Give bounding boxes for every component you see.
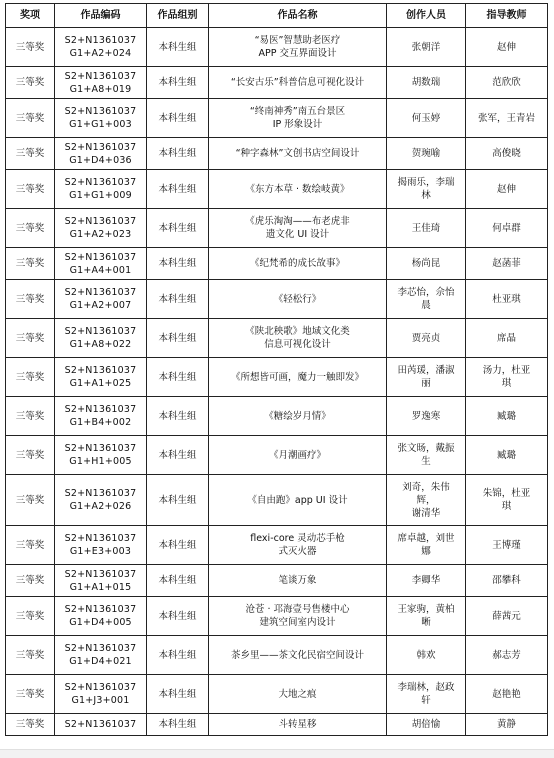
table-row [6,170,548,209]
cell-group: 本科生组 [147,636,209,675]
cell-code: S2+N1361037 G1+A1+025 [55,358,147,397]
cell-award: 三等奖 [6,248,55,280]
cell-advisor: 臧璐 [466,397,548,436]
cell-code: S2+N1361037 G1+B4+002 [55,397,147,436]
table-row [6,67,548,99]
cell-group: 本科生组 [147,475,209,526]
table-row [6,358,548,397]
cell-creators: 何玉婷 [387,99,466,138]
table-row [6,714,548,736]
cell-code: S2+N1361037 G1+A8+019 [55,67,147,99]
cell-creators: 李卿华 [387,565,466,597]
cell-creators: 席卓越，刘世 娜 [387,526,466,565]
cell-award: 三等奖 [6,358,55,397]
cell-name: flexi-core 灵动芯手枪 式灭火器 [209,526,387,565]
cell-code: S2+N1361037 G1+D4+036 [55,138,147,170]
table-row [6,209,548,248]
cell-advisor: 杜亚琪 [466,280,548,319]
cell-name: 茶乡里——茶文化民宿空间设计 [209,636,387,675]
cell-advisor: 赵伸 [466,28,548,67]
cell-group: 本科生组 [147,526,209,565]
cell-award: 三等奖 [6,28,55,67]
cell-award: 三等奖 [6,636,55,675]
cell-code: S2+N1361037 G1+A2+023 [55,209,147,248]
cell-advisor: 席晶 [466,319,548,358]
cell-award: 三等奖 [6,138,55,170]
awards-sheet [5,3,547,736]
table-row [6,565,548,597]
header-name: 作品名称 [209,4,387,28]
cell-name: 《所想皆可画，魔力一触即发》 [209,358,387,397]
cell-award: 三等奖 [6,67,55,99]
cell-group: 本科生组 [147,597,209,636]
table-row [6,636,548,675]
cell-creators: 韩欢 [387,636,466,675]
cell-advisor: 王博瑾 [466,526,548,565]
cell-code: S2+N1361037 G1+A8+022 [55,319,147,358]
cell-advisor: 范欣欣 [466,67,548,99]
cell-creators: 胡数瑞 [387,67,466,99]
cell-code: S2+N1361037 G1+A4+001 [55,248,147,280]
cell-creators: 刘奇，朱伟 辉， 谢清华 [387,475,466,526]
cell-award: 三等奖 [6,209,55,248]
cell-group: 本科生组 [147,714,209,736]
header-award: 奖项 [6,4,55,28]
cell-code: S2+N1361037 G1+D4+021 [55,636,147,675]
cell-name: 《自由跑》app UI 设计 [209,475,387,526]
cell-name: 《轻松行》 [209,280,387,319]
cell-award: 三等奖 [6,280,55,319]
cell-award: 三等奖 [6,170,55,209]
cell-advisor: 黄静 [466,714,548,736]
cell-code: S2+N1361037 G1+A2+026 [55,475,147,526]
cell-advisor: 邵攀科 [466,565,548,597]
cell-code: S2+N1361037 G1+E3+003 [55,526,147,565]
header-code: 作品编码 [55,4,147,28]
cell-creators: 揭雨乐，李瑞 林 [387,170,466,209]
table-row [6,28,548,67]
cell-code: S2+N1361037 G1+J3+001 [55,675,147,714]
cell-name: “种字森林”文创书店空间设计 [209,138,387,170]
awards-table [5,3,548,736]
page-bottom-edge [0,749,554,758]
cell-group: 本科生组 [147,358,209,397]
cell-name: 沧苍 · 邛海壹号售楼中心 建筑空间室内设计 [209,597,387,636]
cell-group: 本科生组 [147,28,209,67]
cell-award: 三等奖 [6,397,55,436]
cell-name: 《纪梵希的成长故事》 [209,248,387,280]
cell-group: 本科生组 [147,138,209,170]
cell-code: S2+N1361037 G1+H1+005 [55,436,147,475]
cell-code: S2+N1361037 G1+A2+007 [55,280,147,319]
cell-creators: 王家驹，黄柏 晰 [387,597,466,636]
cell-name: 笔谈万象 [209,565,387,597]
cell-group: 本科生组 [147,67,209,99]
cell-creators: 胡倍愉 [387,714,466,736]
cell-advisor: 赵伸 [466,170,548,209]
cell-creators: 贺琬喻 [387,138,466,170]
cell-name: “长安古乐”科普信息可视化设计 [209,67,387,99]
cell-creators: 李芯怡，佘怡 晨 [387,280,466,319]
cell-name: 斗转星移 [209,714,387,736]
cell-advisor: 何卓群 [466,209,548,248]
cell-group: 本科生组 [147,248,209,280]
cell-name: “终南神秀”南五台景区 IP 形象设计 [209,99,387,138]
table-row [6,280,548,319]
cell-advisor: 薛茜元 [466,597,548,636]
cell-advisor: 赵艳艳 [466,675,548,714]
table-row [6,138,548,170]
cell-name: 《糖绘岁月情》 [209,397,387,436]
cell-code: S2+N1361037 [55,714,147,736]
table-row [6,675,548,714]
cell-group: 本科生组 [147,99,209,138]
cell-advisor: 赵菡菲 [466,248,548,280]
cell-code: S2+N1361037 G1+D4+005 [55,597,147,636]
cell-name: 《东方本草 · 数绘岐黄》 [209,170,387,209]
cell-creators: 杨尚昆 [387,248,466,280]
cell-advisor: 张军，王青岩 [466,99,548,138]
cell-award: 三等奖 [6,675,55,714]
cell-award: 三等奖 [6,526,55,565]
header-row [6,4,548,28]
cell-name: 《陕北秧歌》地域文化类 信息可视化设计 [209,319,387,358]
cell-group: 本科生组 [147,170,209,209]
cell-advisor: 臧璐 [466,436,548,475]
cell-group: 本科生组 [147,436,209,475]
cell-group: 本科生组 [147,397,209,436]
cell-creators: 张文旸，戴振 生 [387,436,466,475]
table-row [6,248,548,280]
cell-code: S2+N1361037 G1+G1+003 [55,99,147,138]
cell-name: 《月潮画疗》 [209,436,387,475]
cell-creators: 罗逸寒 [387,397,466,436]
cell-award: 三等奖 [6,714,55,736]
cell-creators: 李瑞林，赵政 轩 [387,675,466,714]
table-row [6,475,548,526]
table-row [6,99,548,138]
cell-award: 三等奖 [6,475,55,526]
cell-award: 三等奖 [6,597,55,636]
cell-code: S2+N1361037 G1+G1+009 [55,170,147,209]
table-row [6,397,548,436]
cell-name: 《虎乐淘淘——布老虎非 遗文化 UI 设计 [209,209,387,248]
cell-group: 本科生组 [147,280,209,319]
cell-award: 三等奖 [6,319,55,358]
cell-creators: 张朝洋 [387,28,466,67]
cell-code: S2+N1361037 G1+A1+015 [55,565,147,597]
cell-creators: 王佳琦 [387,209,466,248]
cell-name: 大地之痕 [209,675,387,714]
cell-award: 三等奖 [6,565,55,597]
cell-advisor: 高俊晓 [466,138,548,170]
table-row [6,319,548,358]
cell-creators: 贾亮贞 [387,319,466,358]
cell-code: S2+N1361037 G1+A2+024 [55,28,147,67]
header-group: 作品组别 [147,4,209,28]
cell-advisor: 朱锦，杜亚 琪 [466,475,548,526]
cell-group: 本科生组 [147,565,209,597]
cell-creators: 田芮瑗，潘淑 丽 [387,358,466,397]
cell-award: 三等奖 [6,436,55,475]
table-row [6,597,548,636]
cell-advisor: 汤力，杜亚 琪 [466,358,548,397]
table-row [6,436,548,475]
cell-group: 本科生组 [147,319,209,358]
cell-advisor: 郝志芳 [466,636,548,675]
table-row [6,526,548,565]
cell-award: 三等奖 [6,99,55,138]
cell-name: “易医”智慧助老医疗 APP 交互界面设计 [209,28,387,67]
cell-group: 本科生组 [147,675,209,714]
header-creators: 创作人员 [387,4,466,28]
header-advisor: 指导教师 [466,4,548,28]
cell-group: 本科生组 [147,209,209,248]
